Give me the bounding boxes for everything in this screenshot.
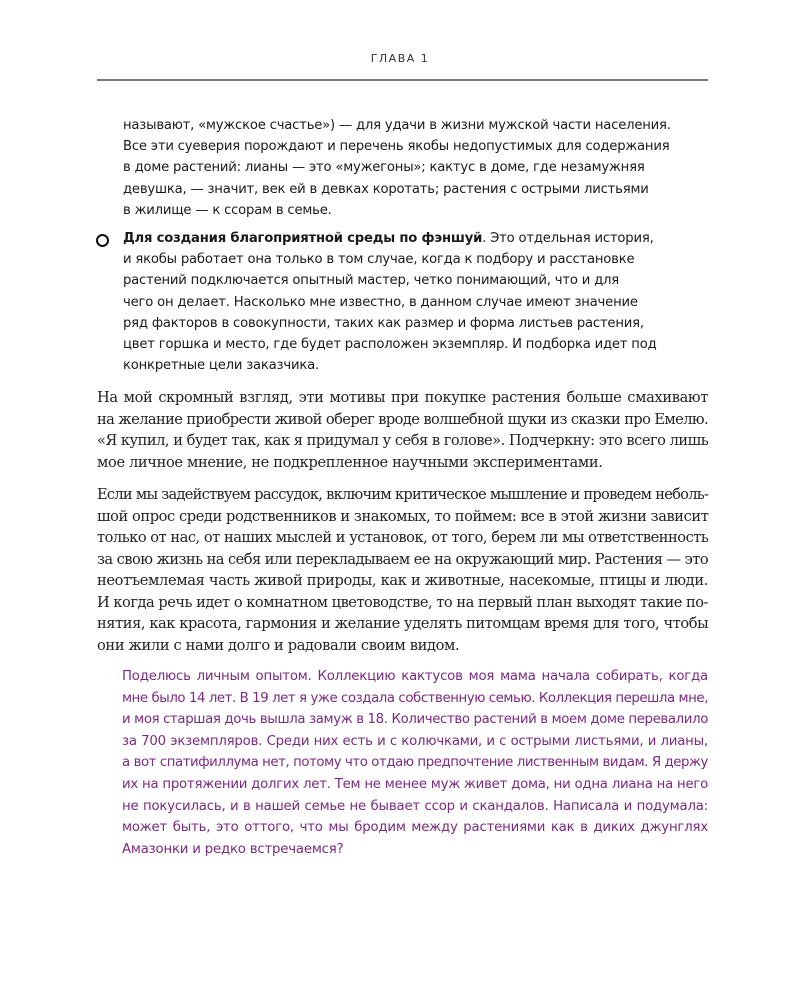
text-line [123, 228, 708, 249]
text-line: Амазонки и редко встречаемся? [122, 841, 344, 857]
paragraph-2 [97, 484, 708, 656]
chapter-header: ГЛАВА 1 [370, 52, 430, 65]
list-continuation [123, 115, 708, 221]
header-divider [97, 79, 708, 81]
text-line: за 700 экземпляров. Среди них есть и с колючками, и с острыми листьями, и лианы, [122, 733, 708, 749]
text-line: девушка, — значит, век ей в девках коротать; растения с острыми листьями [123, 181, 649, 197]
bullet-first-rest: . Это отдельная история, [482, 231, 654, 246]
text-line: Поделюсь личным опытом. Коллекцию кактусов моя мама начала собирать, когда [122, 669, 708, 684]
text-line: нятия, как красота, гармония и желание уделять питомцам время для того, чтобы [97, 615, 709, 632]
text-line: их на протяжении долгих лет. Тем не менее муж живет дома, ни одна лиана на него [122, 776, 709, 792]
text-line: Если мы задействуем рассудок, включим критическое мышление и проведем неболь- [97, 486, 709, 503]
bullet-item [123, 228, 708, 376]
text-line: неотъемлемая часть живой природы, как и животные, насекомые, птицы и люди. [97, 572, 708, 589]
text-line: растений подключается опытный мастер, четко понимающий, что и для [123, 273, 619, 289]
paragraph-1 [97, 387, 708, 473]
circle-bullet-icon [96, 234, 109, 247]
personal-note [122, 666, 708, 860]
text-line: и моя старшая дочь вышла замуж в 18. Количество растений в моем доме перевалило [122, 712, 708, 728]
text-line: ряд факторов в совокупности, таких как размер и форма листьев растения, [123, 315, 644, 331]
text-line: не покусилась, и в нашей семье не бывает ссор и скандалов. Написала и подумала: [122, 798, 708, 814]
text-line: цвет горшка и место, где будет расположен экземпляр. И подборка идет под [123, 337, 657, 353]
text-line: И когда речь идет о комнатном цветоводстве, то на первый план выходят такие по- [97, 593, 708, 611]
text-line: они жили с нами долго и радовали своим видом. [97, 636, 460, 654]
text-line: только от нас, от наших мыслей и установок, от того, берем ли мы ответственность [97, 529, 709, 546]
text-line: в доме растений: лианы — это «мужегоны»; кактус в доме, где незамужняя [123, 160, 645, 176]
text-line: и якобы работает она только в том случае, когда к подбору и расстановке [123, 252, 635, 268]
bullet-heading: Для создания благоприятной среды по фэншуй [123, 231, 483, 246]
text-line: за свою жизнь на себя или перекладываем ее на окружающий мир. Растения — это [97, 550, 709, 568]
text-line: на желание приобрести живой оберег вроде волшебной щуки из сказки про Емелю. [97, 410, 709, 428]
text-line: шой опрос среди родственников и знакомых, то поймем: все в этой жизни зависит [97, 507, 709, 525]
text-line: конкретные цели заказчика. [123, 358, 319, 374]
text-line: а вот спатифиллума нет, потому что отдаю предпочтение лиственным видам. Я держу [122, 755, 708, 771]
text-line: мое личное мнение, не подкрепленное научными экспериментами. [97, 453, 603, 471]
text-line: Все эти суеверия порождают и перечень якобы недопустимых для содержания [123, 139, 670, 155]
text-line: «Я купил, и будет так, как я придумал у себя в голове». Подчеркну: это всего лишь [97, 432, 709, 449]
text-line: чего он делает. Насколько мне известно, в данном случае имеют значение [123, 294, 638, 310]
text-line: На мой скромный взгляд, эти мотивы при покупке растения больше смахивают [97, 389, 708, 406]
text-line: называют, «мужское счастье») — для удачи в жизни мужской части населения. [123, 118, 671, 133]
text-line: может быть, это оттого, что мы бродим между растениями как в диких джунглях [122, 820, 708, 836]
text-line: в жилище — к ссорам в семье. [123, 202, 332, 218]
text-line: мне было 14 лет. В 19 лет я уже создала собственную семью. Коллекция перешла мне, [122, 690, 708, 706]
